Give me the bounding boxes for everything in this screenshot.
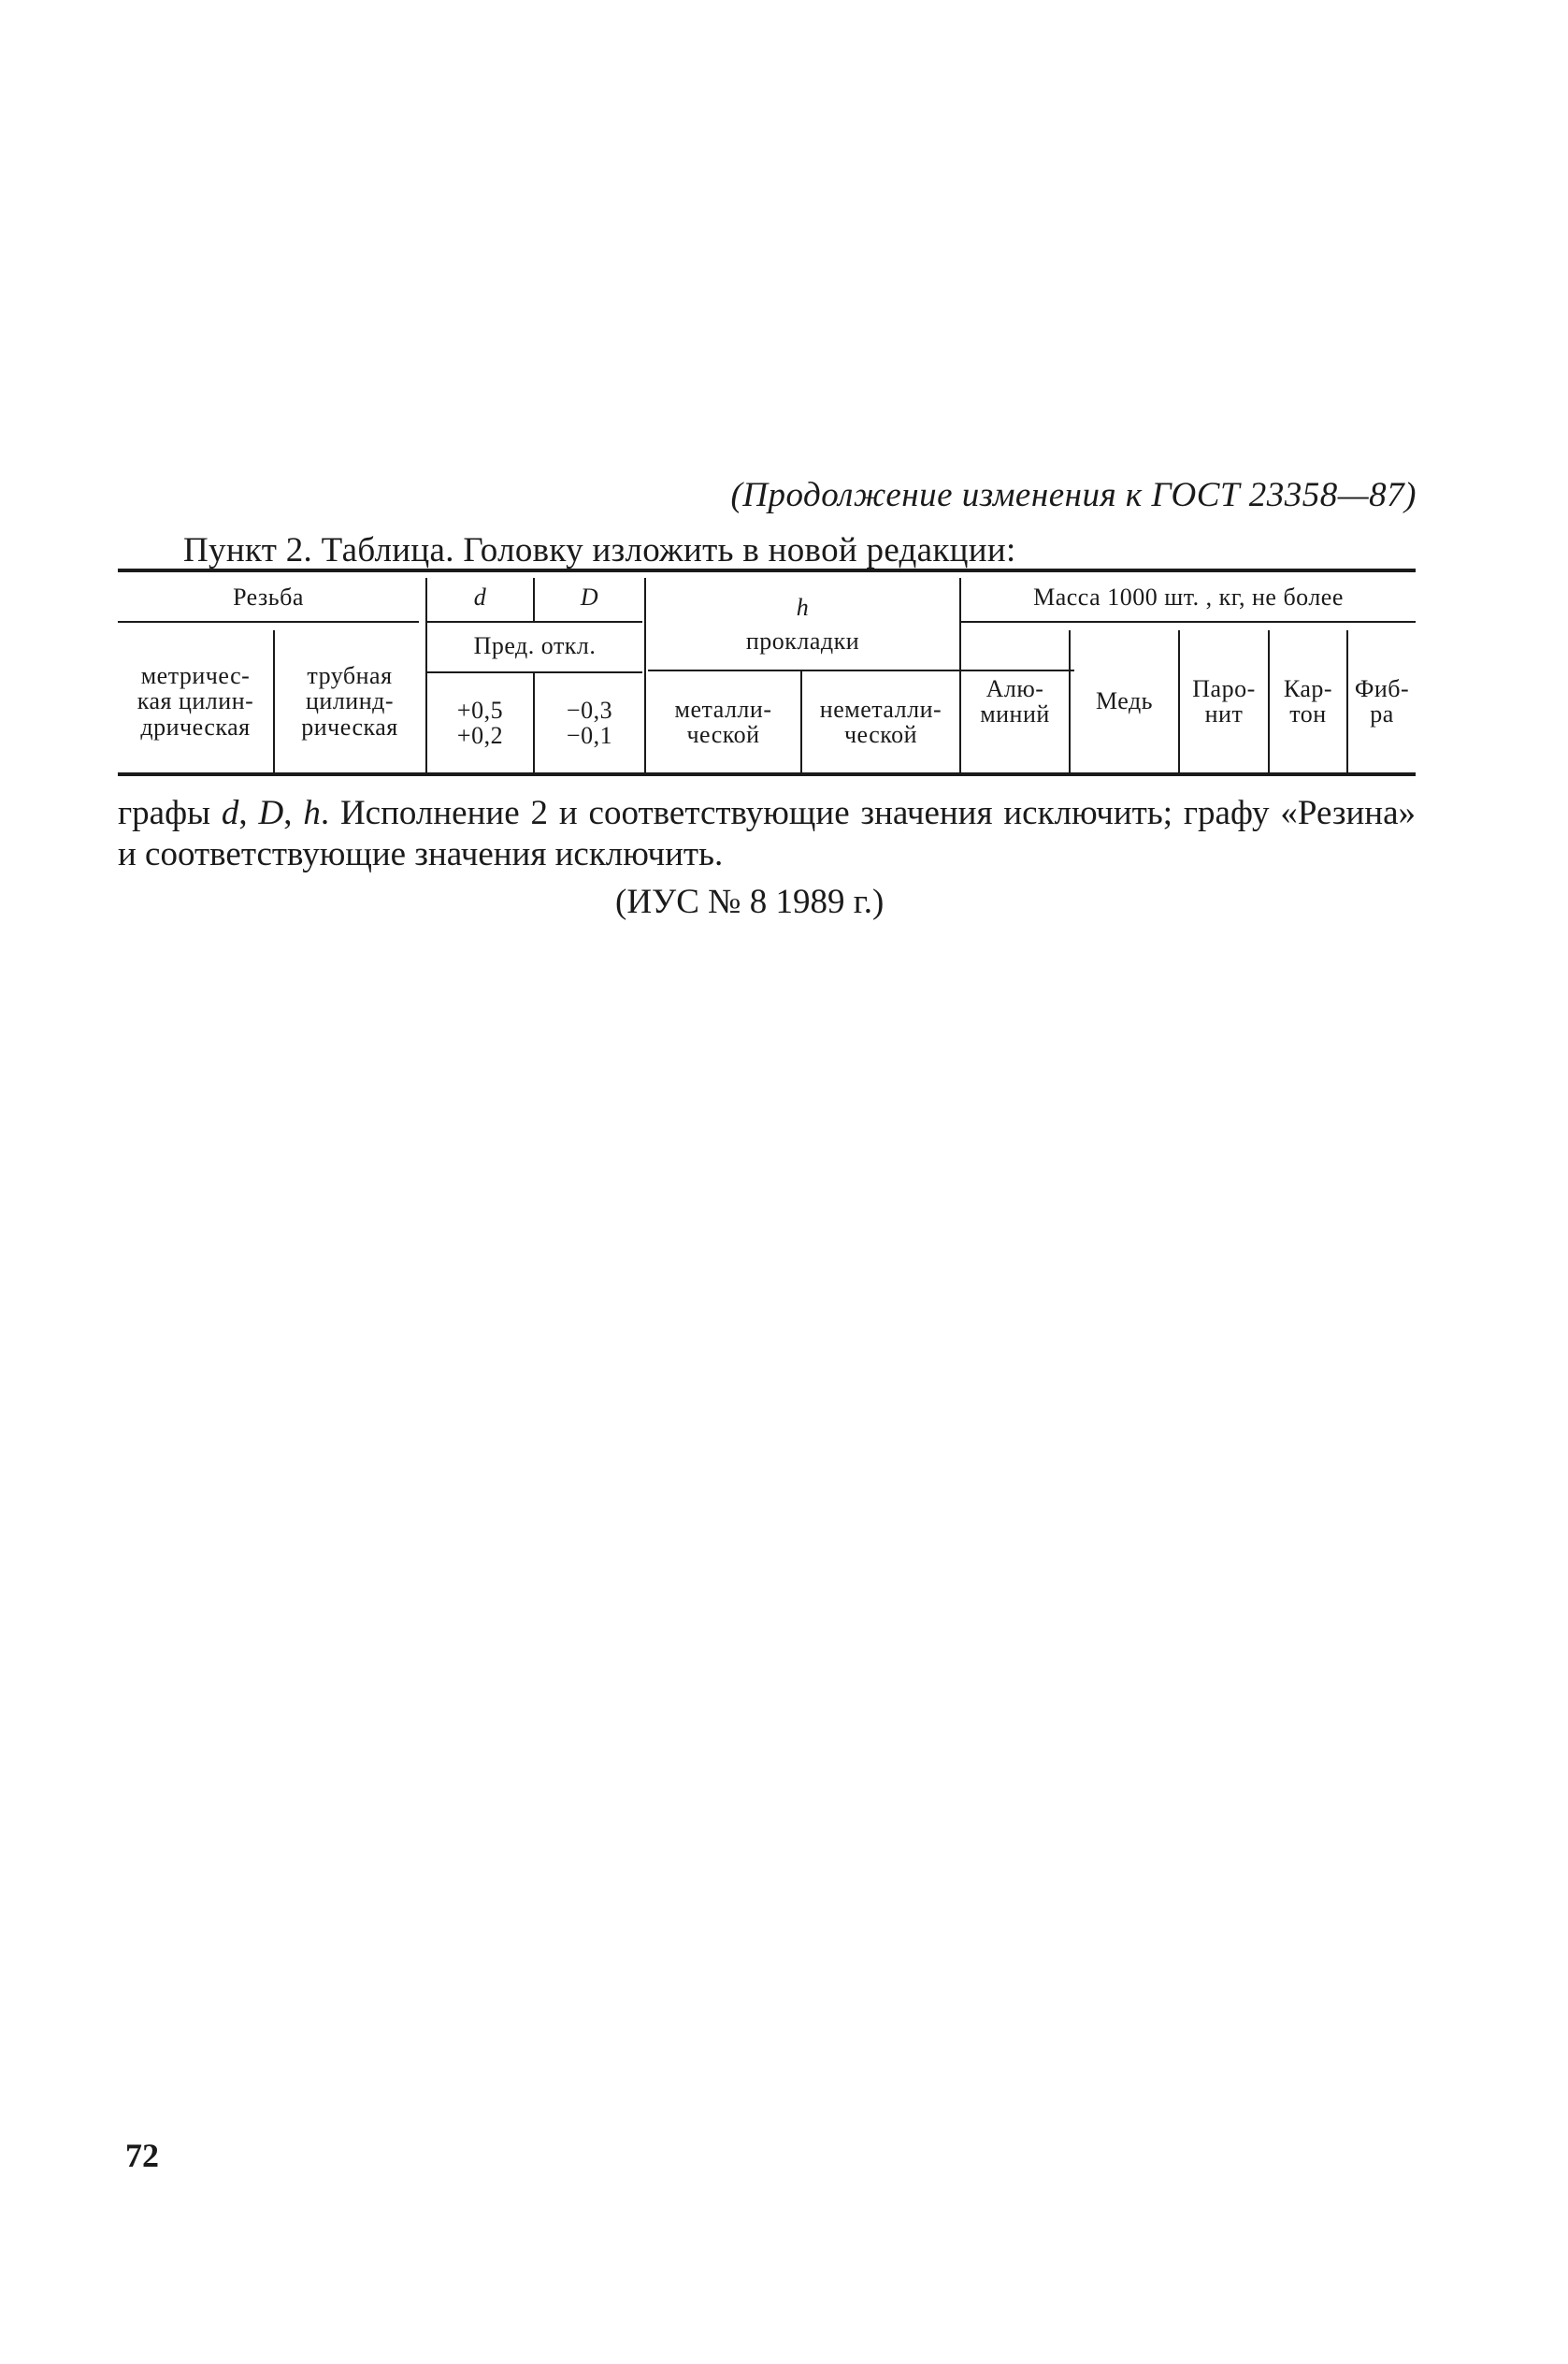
gaskets-header: прокладки [745, 627, 860, 656]
mass-header: Масса 1000 шт. , кг, не более [1033, 584, 1344, 612]
amendment-note: графы d, D, h. Исполнение 2 и соответствующие значения исключить; графу «Резина» и соответствующие значения исключить. [118, 794, 1417, 874]
thread-header: Резьба [233, 584, 304, 612]
mass-cardboard: Кар- тон [1283, 674, 1333, 728]
mass-copper: Медь [1095, 687, 1154, 715]
tolerance-header: Пред. откл. [473, 632, 597, 660]
amendment-intro: Пункт 2. Таблица. Головку изложить в новой редакции: [183, 531, 1016, 569]
mass-aluminium: Алю- миний [980, 674, 1050, 728]
source-reference: (ИУС № 8 1989 г.) [615, 883, 885, 921]
D-header: D [580, 584, 599, 612]
d-tolerance-values: +0,5 +0,2 [456, 696, 504, 749]
thread-metric: метричес- кая цилин- дрическая [137, 662, 254, 741]
metallic-gasket: металли- ческой [674, 695, 772, 748]
d-header: d [473, 584, 487, 612]
nonmetallic-gasket: неметалли- ческой [819, 695, 942, 748]
D-tolerance-values: −0,3 −0,1 [566, 696, 613, 749]
page-number: 72 [125, 2137, 159, 2174]
mass-fibre: Фиб- ра [1354, 674, 1410, 728]
continuation-header: (Продолжение изменения к ГОСТ 23358—87) [730, 476, 1417, 514]
thread-pipe: трубная цилинд- рическая [301, 662, 398, 741]
table-header [118, 569, 1416, 776]
mass-paronite: Паро- нит [1192, 674, 1256, 728]
h-header: h [796, 594, 810, 622]
